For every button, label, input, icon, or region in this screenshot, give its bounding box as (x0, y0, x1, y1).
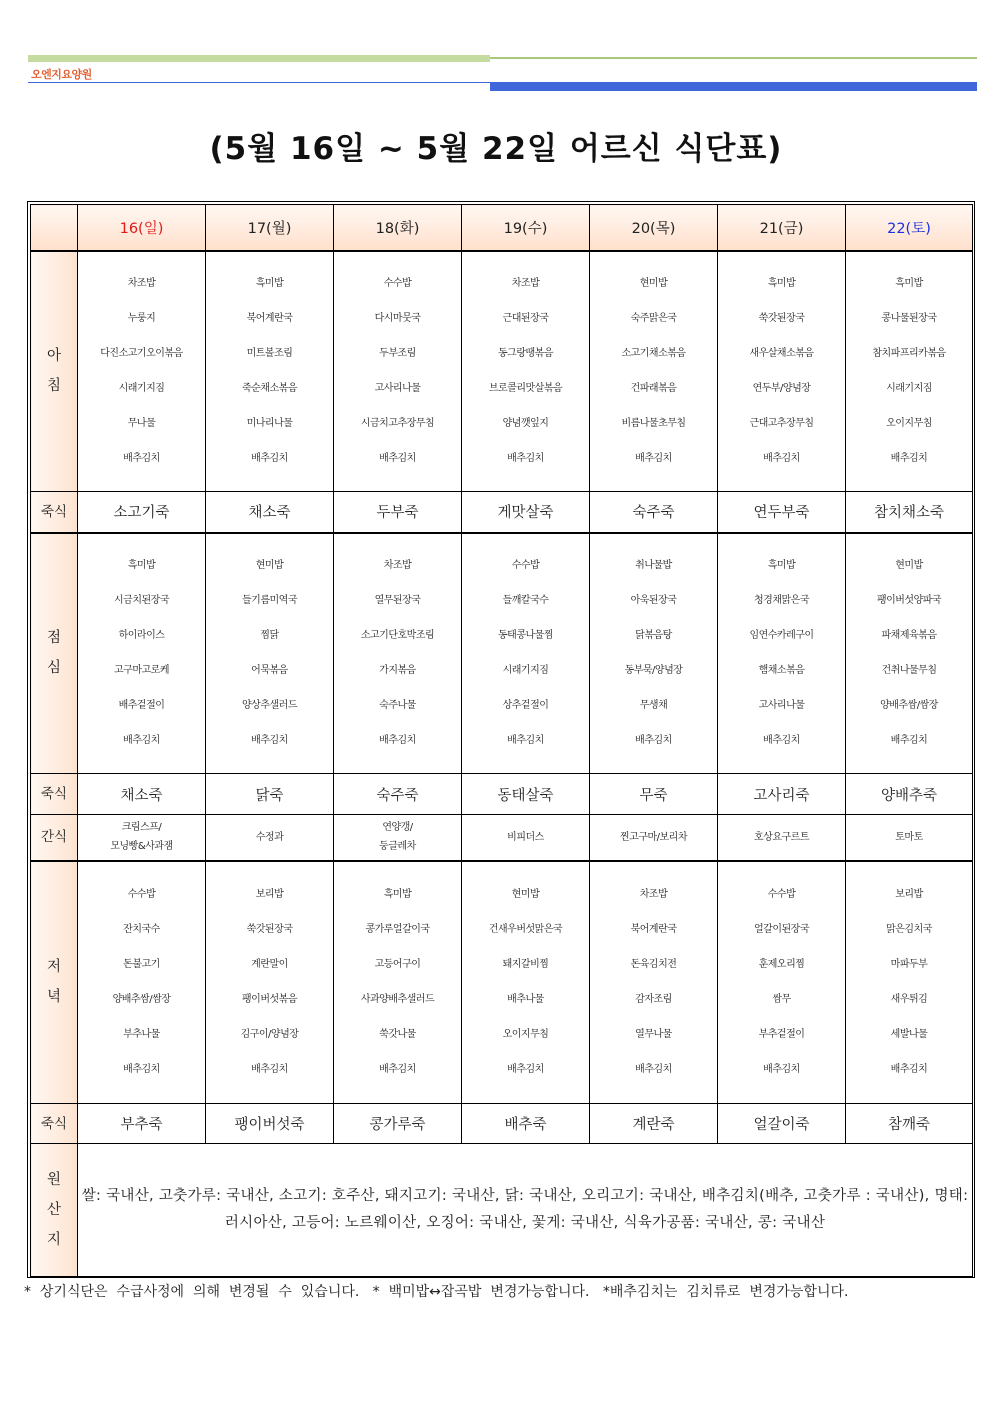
menu-item: 근대된장국 (502, 313, 549, 325)
porridge-cell: 소고기죽 (78, 492, 206, 533)
menu-item: 배추김치 (251, 735, 288, 747)
snack-item: 토마토 (895, 831, 923, 843)
menu-item: 다시마뭇국 (374, 313, 421, 325)
menu-item: 배추김치 (251, 1064, 288, 1076)
menu-item: 팽이버섯볶음 (242, 994, 297, 1006)
day-header: 17(월) (206, 205, 334, 251)
day-header: 16(일) (78, 205, 206, 251)
menu-item: 콩나물된장국 (881, 313, 937, 325)
menu-item: 소고기채소볶음 (621, 348, 686, 360)
menu-item: 부추겉절이 (758, 1029, 805, 1041)
menu-item: 돈육김치전 (630, 959, 677, 971)
porridge-cell: 두부죽 (334, 492, 462, 533)
menu-item: 양념깻잎지 (502, 418, 549, 430)
porridge-cell: 동태살죽 (462, 774, 590, 815)
menu-item: 건파래볶음 (630, 383, 677, 395)
breakfast-row (31, 251, 973, 492)
menu-item: 쑥갓된장국 (758, 313, 805, 325)
menu-item: 건취나물무침 (881, 665, 937, 677)
menu-item: 배추나물 (507, 994, 544, 1006)
menu-item: 양상추샐러드 (242, 700, 297, 712)
meal-table (30, 204, 973, 1277)
snack-row (31, 815, 973, 861)
menu-item: 건새우버섯맑은국 (488, 924, 563, 936)
dinner-porridge-row (31, 1104, 973, 1144)
header-blue-line (28, 82, 490, 83)
menu-item: 배추김치 (379, 453, 416, 465)
snack-item: 찐고구마/보리차 (620, 831, 687, 843)
header-row (31, 205, 973, 251)
menu-item: 고사리나물 (374, 383, 421, 395)
menu-item: 현미밥 (895, 560, 923, 572)
menu-item: 흑미밥 (767, 278, 796, 290)
porridge-cell: 팽이버섯죽 (206, 1104, 334, 1144)
menu-item: 시래기지짐 (502, 665, 549, 677)
porridge-cell: 부추죽 (78, 1104, 206, 1144)
menu-item: 취나물밥 (635, 560, 672, 572)
menu-item: 시래기지짐 (886, 383, 932, 395)
breakfast-cell (334, 251, 462, 492)
menu-item: 열무나물 (635, 1029, 672, 1041)
menu-item: 시래기지짐 (118, 383, 165, 395)
menu-item: 쌈무 (772, 994, 791, 1006)
menu-item: 다진소고기오이볶음 (100, 348, 183, 360)
day-header: 20(목) (590, 205, 718, 251)
day-header: 21(금) (718, 205, 846, 251)
menu-item: 수수밥 (511, 560, 540, 572)
menu-item: 팽이버섯양파국 (876, 595, 942, 607)
menu-item: 배추김치 (507, 1064, 544, 1076)
lunch-cell (334, 533, 462, 774)
menu-item: 햄채소볶음 (758, 665, 805, 677)
snack-cell (846, 815, 973, 861)
menu-item: 콩가루얼갈이국 (365, 924, 430, 936)
porridge-cell: 숙주죽 (334, 774, 462, 815)
menu-item: 들기름미역국 (242, 595, 297, 607)
menu-item: 얼갈이된장국 (754, 924, 809, 936)
menu-item: 북어계란국 (630, 924, 677, 936)
snack-cell (78, 815, 206, 861)
menu-item: 누룽지 (127, 313, 156, 325)
snack-item: 연양갱/ (382, 822, 413, 834)
menu-item: 양배추쌈/쌈장 (112, 994, 171, 1006)
porridge-cell: 계란죽 (590, 1104, 718, 1144)
menu-item: 배추김치 (507, 453, 544, 465)
menu-item: 흑미밥 (383, 889, 412, 901)
porridge-cell: 연두부죽 (718, 492, 846, 533)
origin-row (31, 1144, 973, 1277)
menu-item: 배추김치 (635, 735, 672, 747)
dinner-cell (718, 861, 846, 1104)
menu-item: 현미밥 (511, 889, 540, 901)
menu-item: 브로콜리맛살볶음 (488, 383, 563, 395)
porridge-cell: 무죽 (590, 774, 718, 815)
porridge-label: 죽식 (31, 774, 78, 815)
dinner-cell (206, 861, 334, 1104)
dinner-row (31, 861, 973, 1104)
menu-item: 수수밥 (767, 889, 796, 901)
menu-item: 맑은김치국 (886, 924, 932, 936)
snack-cell (334, 815, 462, 861)
menu-item: 시금치된장국 (114, 595, 169, 607)
menu-item: 숙주나물 (379, 700, 416, 712)
menu-item: 고구마고로케 (114, 665, 169, 677)
dinner-cell (590, 861, 718, 1104)
lunch-label: 점 심 (31, 533, 78, 774)
dinner-cell (846, 861, 973, 1104)
menu-item: 사과양배추샐러드 (360, 994, 435, 1006)
menu-item: 양배추쌈/쌈장 (880, 700, 938, 712)
menu-item: 참치파프리카볶음 (872, 348, 946, 360)
breakfast-cell (846, 251, 973, 492)
porridge-cell: 참깨죽 (846, 1104, 973, 1144)
menu-item: 세발나물 (890, 1029, 928, 1041)
dinner-label: 저 녁 (31, 861, 78, 1104)
menu-item: 쑥갓된장국 (246, 924, 293, 936)
snack-cell (206, 815, 334, 861)
porridge-cell: 숙주죽 (590, 492, 718, 533)
porridge-cell: 양배추죽 (846, 774, 973, 815)
menu-item: 차조밥 (639, 889, 668, 901)
menu-item: 소고기단호박조림 (360, 630, 435, 642)
lunch-cell (590, 533, 718, 774)
menu-item: 잔치국수 (123, 924, 160, 936)
menu-item: 돈불고기 (123, 959, 160, 971)
menu-item: 배추김치 (635, 1064, 672, 1076)
menu-item: 연두부/양념장 (752, 383, 811, 395)
porridge-cell: 콩가루죽 (334, 1104, 462, 1144)
menu-item: 배추김치 (123, 1064, 160, 1076)
org-name: 오엔지요양원 (31, 68, 92, 81)
header-green-bar (28, 55, 490, 62)
header-blue-bar (490, 82, 977, 91)
menu-item: 쑥갓나물 (379, 1029, 416, 1041)
footnote: * 상기식단은 수급사정에 의해 변경될 수 있습니다. * 백미밥↔잡곡밥 변경가능합니다. *배추김치는 김치류로 변경가능합니다. (24, 1284, 849, 1300)
menu-item: 흑미밥 (895, 278, 923, 290)
menu-item: 배추김치 (890, 1064, 928, 1076)
menu-item: 흑미밥 (767, 560, 796, 572)
menu-item: 수수밥 (383, 278, 412, 290)
breakfast-cell (718, 251, 846, 492)
snack-item: 호상요구르트 (754, 831, 809, 843)
menu-item: 배추김치 (379, 1064, 416, 1076)
porridge-cell: 게맛살죽 (462, 492, 590, 533)
menu-item: 아욱된장국 (630, 595, 677, 607)
origin-text: 쌀: 국내산, 고춧가루: 국내산, 소고기: 호주산, 돼지고기: 국내산, 닭: 국내산, 오리고기: 국내산, 배추김치(배추, 고춧가루 : 국내산), 명태: 러시아산, 고등어: 노르웨이산, 오징어: 국내산, 꽃게: 국내산, 식육가공품: 국내산, 콩: 국내산 (78, 1144, 973, 1277)
snack-item: 모닝빵&사과잼 (110, 841, 173, 853)
porridge-cell: 얼갈이죽 (718, 1104, 846, 1144)
menu-item: 수수밥 (127, 889, 156, 901)
menu-item: 숙주맑은국 (630, 313, 677, 325)
dinner-cell (78, 861, 206, 1104)
menu-item: 차조밥 (127, 278, 156, 290)
menu-item: 흑미밥 (255, 278, 284, 290)
menu-item: 무생채 (639, 700, 668, 712)
breakfast-porridge-row (31, 492, 973, 533)
menu-item: 차조밥 (511, 278, 540, 290)
menu-item: 부추나물 (123, 1029, 160, 1041)
lunch-cell (462, 533, 590, 774)
menu-item: 배추김치 (763, 735, 800, 747)
menu-item: 배추겉절이 (118, 700, 165, 712)
menu-item: 배추김치 (890, 453, 928, 465)
menu-item: 배추김치 (890, 735, 928, 747)
snack-item: 비피더스 (507, 831, 544, 843)
lunch-cell (718, 533, 846, 774)
menu-item: 배추김치 (123, 453, 160, 465)
menu-item: 마파두부 (890, 959, 928, 971)
menu-item: 근대고추장무침 (749, 418, 814, 430)
menu-item: 현미밥 (639, 278, 668, 290)
menu-item: 배추김치 (507, 735, 544, 747)
day-header: 22(토) (846, 205, 973, 251)
menu-item: 죽순채소볶음 (242, 383, 297, 395)
menu-item: 고사리나물 (758, 700, 805, 712)
menu-item: 감자조림 (635, 994, 672, 1006)
corner-cell (31, 205, 78, 251)
menu-item: 미트볼조림 (246, 348, 293, 360)
day-header: 18(화) (334, 205, 462, 251)
snack-cell (718, 815, 846, 861)
menu-item: 배추김치 (763, 453, 800, 465)
origin-label: 원 산 지 (31, 1144, 78, 1277)
menu-item: 오이지무침 (886, 418, 932, 430)
menu-item: 찜닭 (260, 630, 279, 642)
lunch-row (31, 533, 973, 774)
menu-item: 두부조림 (379, 348, 416, 360)
menu-item: 배추김치 (379, 735, 416, 747)
lunch-cell (78, 533, 206, 774)
porridge-cell: 채소죽 (206, 492, 334, 533)
snack-item: 수정과 (255, 831, 284, 843)
menu-item: 새우살채소볶음 (749, 348, 814, 360)
menu-item: 차조밥 (383, 560, 412, 572)
menu-item: 닭볶음탕 (635, 630, 672, 642)
breakfast-label: 아 침 (31, 251, 78, 492)
menu-item: 들깨칼국수 (502, 595, 549, 607)
menu-item: 훈제오리찜 (758, 959, 805, 971)
menu-item: 상추겉절이 (502, 700, 549, 712)
porridge-cell: 닭죽 (206, 774, 334, 815)
menu-item: 배추김치 (763, 1064, 800, 1076)
porridge-cell: 참치채소죽 (846, 492, 973, 533)
menu-item: 파채제육볶음 (881, 630, 937, 642)
page-title: (5월 16일 ~ 5월 22일 어르신 식단표) (209, 131, 783, 167)
dinner-cell (462, 861, 590, 1104)
menu-item: 동태콩나물찜 (498, 630, 553, 642)
menu-item: 동그랑땡볶음 (498, 348, 553, 360)
menu-item: 하이라이스 (118, 630, 165, 642)
menu-item: 배추김치 (635, 453, 672, 465)
menu-item: 무나물 (127, 418, 156, 430)
menu-item: 현미밥 (255, 560, 284, 572)
breakfast-cell (78, 251, 206, 492)
menu-item: 보리밥 (895, 889, 923, 901)
lunch-cell (206, 533, 334, 774)
menu-item: 청경채맑은국 (754, 595, 809, 607)
snack-cell (590, 815, 718, 861)
snack-cell (462, 815, 590, 861)
porridge-cell: 채소죽 (78, 774, 206, 815)
porridge-cell: 고사리죽 (718, 774, 846, 815)
menu-item: 미나리나물 (246, 418, 293, 430)
menu-item: 열무된장국 (374, 595, 421, 607)
menu-item: 고등어구이 (374, 959, 421, 971)
menu-item: 가지볶음 (379, 665, 416, 677)
day-header: 19(수) (462, 205, 590, 251)
breakfast-cell (462, 251, 590, 492)
menu-item: 흑미밥 (127, 560, 156, 572)
porridge-cell: 배추죽 (462, 1104, 590, 1144)
menu-item: 보리밥 (255, 889, 284, 901)
menu-item: 북어계란국 (246, 313, 293, 325)
breakfast-cell (590, 251, 718, 492)
snack-item: 둥글레차 (379, 841, 416, 853)
header-green-line (490, 57, 977, 59)
menu-item: 배추김치 (251, 453, 288, 465)
menu-item: 김구이/양념장 (240, 1029, 299, 1041)
dinner-cell (334, 861, 462, 1104)
menu-item: 어묵볶음 (251, 665, 288, 677)
porridge-label: 죽식 (31, 1104, 78, 1144)
menu-item: 계란말이 (251, 959, 288, 971)
menu-item: 시금치고추장무침 (360, 418, 435, 430)
menu-item: 임연수카레구이 (749, 630, 814, 642)
menu-item: 배추김치 (123, 735, 160, 747)
lunch-porridge-row (31, 774, 973, 815)
breakfast-cell (206, 251, 334, 492)
lunch-cell (846, 533, 973, 774)
menu-item: 동부묵/양념장 (624, 665, 683, 677)
menu-item: 오이지무침 (502, 1029, 549, 1041)
menu-item: 돼지갈비찜 (502, 959, 549, 971)
menu-item: 새우튀김 (890, 994, 928, 1006)
snack-item: 크림스프/ (121, 822, 162, 834)
porridge-label: 죽식 (31, 492, 78, 533)
menu-item: 비름나물초무침 (621, 418, 686, 430)
snack-label: 간식 (31, 815, 78, 861)
